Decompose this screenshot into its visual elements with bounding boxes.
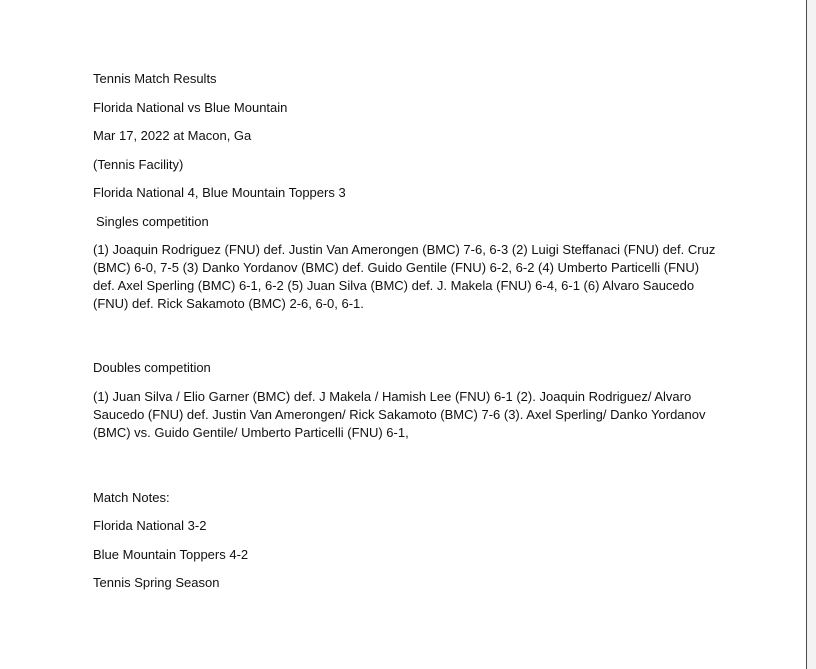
season-line: Tennis Spring Season (93, 575, 220, 590)
spacer (93, 442, 733, 489)
singles-heading: Singles competition (96, 213, 209, 229)
viewer-gutter (807, 0, 816, 669)
doubles-heading: Doubles competition (93, 360, 211, 375)
match-notes-heading: Match Notes: (93, 489, 170, 505)
facility-line: (Tennis Facility) (93, 156, 184, 172)
record-fnu: Florida National 3-2 (93, 518, 207, 533)
document-body (93, 70, 733, 603)
document-title: Tennis Match Results (93, 71, 217, 86)
doubles-results: (1) Juan Silva / Elio Garner (BMC) def. J Makela / Hamish Lee (FNU) 6-1 (2). Joaquin Rodriguez/ Alvaro Saucedo (FNU) def. Justin Van Amerongen/ Rick Sakamoto (BMC) 7-6 (3). Axel Sperling/ Danko Yordanov (BMC) vs. Guido Gentile/ Umberto Particelli (FNU) 6-1, (93, 388, 706, 440)
record-bmc: Blue Mountain Toppers 4-2 (93, 546, 249, 562)
singles-results: (1) Joaquin Rodriguez (FNU) def. Justin Van Amerongen (BMC) 7-6, 6-3 (2) Luigi Steffanaci (FNU) def. Cruz (BMC) 6-0, 7-5 (3) Danko Yordanov (BMC) def. Guido Gentile (FNU) 6-2, 6-2 (4) Umberto Particelli (FNU) def. Axel Sperling (BMC) 6-1, 6-2 (5) Juan Silva (BMC) def. J. Makela (FNU) 6-4, 6-1 (6) Alvaro Saucedo (FNU) def. Rick Sakamoto (BMC) 2-6, 6-0, 6-1. (93, 242, 716, 311)
spacer (93, 313, 733, 359)
date-location-line: Mar 17, 2022 at Macon, Ga (93, 128, 252, 143)
final-score-line: Florida National 4, Blue Mountain Toppers 3 (93, 185, 346, 200)
matchup-line: Florida National vs Blue Mountain (93, 99, 288, 115)
